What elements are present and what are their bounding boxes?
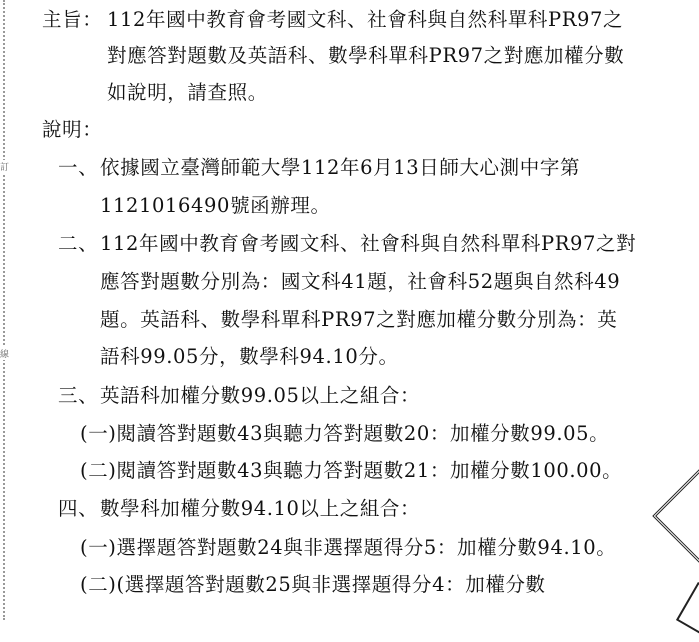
sub-item: (二)(選擇題答對題數25與非選擇題得分4：加權分數 xyxy=(80,573,546,596)
sub-item: (一)選擇題答對題數24與非選擇題得分5：加權分數94.10。 xyxy=(80,536,617,559)
item-number: 四、 xyxy=(58,497,99,520)
item-line: 依據國立臺灣師範大學112年6月13日師大心測中字第 xyxy=(100,156,581,179)
official-seal-stamp-partial xyxy=(676,582,699,642)
item-line: 英語科加權分數99.05以上之組合： xyxy=(100,384,421,407)
item-number: 二、 xyxy=(58,232,99,255)
item-line: 數學科加權分數94.10以上之組合： xyxy=(100,497,421,520)
item-number: 一、 xyxy=(58,156,99,179)
item-line: 應答對題數分別為：國文科41題，社會科52題與自然科49 xyxy=(100,270,621,293)
official-seal-stamp xyxy=(652,462,699,569)
subject-line: 112年國中教育會考國文科、社會科與自然科單科PR97之 xyxy=(107,8,624,31)
binding-margin-line xyxy=(3,0,5,620)
subject-line: 如說明，請查照。 xyxy=(107,81,268,104)
margin-bind-mark: 訂 xyxy=(0,160,9,173)
item-number: 三、 xyxy=(58,384,99,407)
item-line: 題。英語科、數學科單科PR97之對應加權分數分別為：英 xyxy=(100,308,618,331)
subject-line: 對應答對題數及英語科、數學科單科PR97之對應加權分數 xyxy=(107,44,625,67)
item-line: 1121016490號函辦理。 xyxy=(100,194,331,217)
sub-item: (一)閱讀答對題數43與聽力答對題數20：加權分數99.05。 xyxy=(80,422,610,445)
explanation-label: 說明： xyxy=(42,118,103,141)
item-line: 語科99.05分，數學科94.10分。 xyxy=(100,345,399,368)
margin-line-mark: 線 xyxy=(0,347,9,360)
item-line: 112年國中教育會考國文科、社會科與自然科單科PR97之對 xyxy=(100,232,637,255)
subject-label: 主旨： xyxy=(42,8,103,31)
sub-item: (二)閱讀答對題數43與聽力答對題數21：加權分數100.00。 xyxy=(80,459,623,482)
